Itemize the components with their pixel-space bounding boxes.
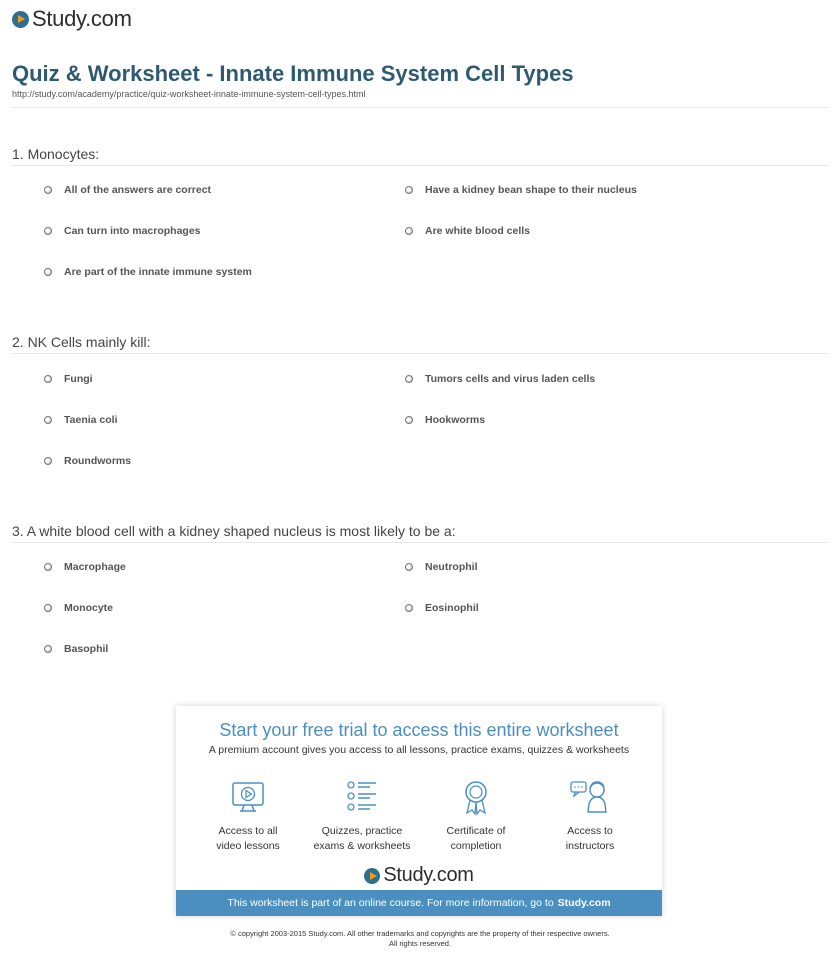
feature-certificate (421, 778, 531, 854)
radio-icon[interactable] (44, 416, 52, 424)
answer-option[interactable] (44, 414, 118, 426)
divider (12, 542, 828, 543)
answer-option[interactable] (44, 266, 252, 278)
radio-icon[interactable] (44, 375, 52, 383)
answer-option[interactable] (405, 225, 530, 237)
divider (12, 107, 828, 108)
feature-label: Access to all video lessons (216, 825, 280, 852)
study-logo[interactable] (12, 6, 132, 32)
radio-icon[interactable] (44, 457, 52, 465)
answer-option[interactable] (44, 373, 93, 385)
radio-icon[interactable] (44, 604, 52, 612)
radio-icon[interactable] (405, 227, 413, 235)
free-trial-promo[interactable] (176, 706, 662, 916)
answer-option[interactable] (405, 602, 479, 614)
answer-label: Are white blood cells (425, 225, 531, 237)
answer-option[interactable] (44, 184, 211, 196)
promo-headline[interactable]: Start your free trial to access this entire worksheet (219, 720, 619, 740)
feature-instructors (535, 778, 645, 854)
question-2: 2. NK Cells mainly kill: (12, 334, 151, 350)
checklist-icon (343, 778, 381, 816)
answer-label: Hookworms (425, 414, 486, 426)
feature-label: Access to instructors (565, 825, 615, 852)
radio-icon[interactable] (44, 227, 52, 235)
logo-text: Study.com (32, 6, 132, 31)
radio-icon[interactable] (405, 186, 413, 194)
answer-label: Are part of the innate immune system (64, 266, 252, 278)
radio-icon[interactable] (405, 375, 413, 383)
feature-quizzes (307, 778, 417, 854)
divider (12, 165, 828, 166)
answer-label: Have a kidney bean shape to their nucleus (425, 184, 637, 196)
page-title: Quiz & Worksheet - Innate Immune System Cell Types (12, 61, 574, 86)
answer-option[interactable] (44, 602, 113, 614)
feature-label: Certificate of completion (446, 825, 506, 852)
promo-study-logo[interactable] (176, 864, 662, 887)
page-url[interactable]: http://study.com/academy/practice/quiz-worksheet-innate-immune-system-cell-types.html (12, 89, 366, 99)
copyright-line: © copyright 2003-2015 Study.com. All other trademarks and copyrights are the property of their respective owners. (230, 929, 610, 938)
divider (12, 353, 828, 354)
answer-label: Basophil (64, 643, 109, 655)
answer-label: Monocyte (64, 602, 114, 614)
video-monitor-icon (229, 778, 267, 816)
radio-icon[interactable] (44, 186, 52, 194)
answer-option[interactable] (405, 561, 478, 573)
answer-option[interactable] (405, 184, 637, 196)
copyright-notice (0, 929, 840, 949)
copyright-line: All rights reserved. (388, 939, 452, 948)
instructor-chat-icon (569, 778, 611, 816)
play-logo-icon (12, 11, 29, 28)
radio-icon[interactable] (44, 268, 52, 276)
answer-label: Can turn into macrophages (64, 225, 201, 237)
radio-icon[interactable] (405, 416, 413, 424)
radio-icon[interactable] (405, 604, 413, 612)
award-ribbon-icon (457, 778, 495, 816)
answer-label: Macrophage (64, 561, 126, 573)
question-3: 3. A white blood cell with a kidney shaped nucleus is most likely to be a: (12, 523, 456, 539)
play-logo-icon (364, 868, 380, 884)
feature-label: Quizzes, practice exams & worksheets (313, 825, 411, 852)
promo-footer-text: This worksheet is part of an online course. For more information, go to (227, 897, 554, 909)
answer-label: Neutrophil (425, 561, 478, 573)
answer-label: All of the answers are correct (64, 184, 212, 196)
answer-label: Eosinophil (425, 602, 479, 614)
promo-footer-bar[interactable] (176, 890, 662, 916)
feature-video-lessons (193, 778, 303, 854)
promo-footer-link[interactable]: Study.com (557, 897, 611, 909)
answer-option[interactable] (405, 373, 595, 385)
answer-option[interactable] (405, 414, 485, 426)
radio-icon[interactable] (44, 645, 52, 653)
radio-icon[interactable] (44, 563, 52, 571)
answer-option[interactable] (44, 225, 201, 237)
answer-label: Tumors cells and virus laden cells (425, 373, 596, 385)
promo-subheadline: A premium account gives you access to all lessons, practice exams, quizzes & worksheets (208, 744, 630, 756)
answer-option[interactable] (44, 643, 108, 655)
logo-text: Study.com (383, 864, 474, 886)
answer-label: Fungi (64, 373, 93, 385)
answer-label: Roundworms (64, 455, 132, 467)
answer-option[interactable] (44, 455, 131, 467)
answer-label: Taenia coli (64, 414, 118, 426)
answer-option[interactable] (44, 561, 126, 573)
radio-icon[interactable] (405, 563, 413, 571)
question-1: 1. Monocytes: (12, 146, 100, 162)
